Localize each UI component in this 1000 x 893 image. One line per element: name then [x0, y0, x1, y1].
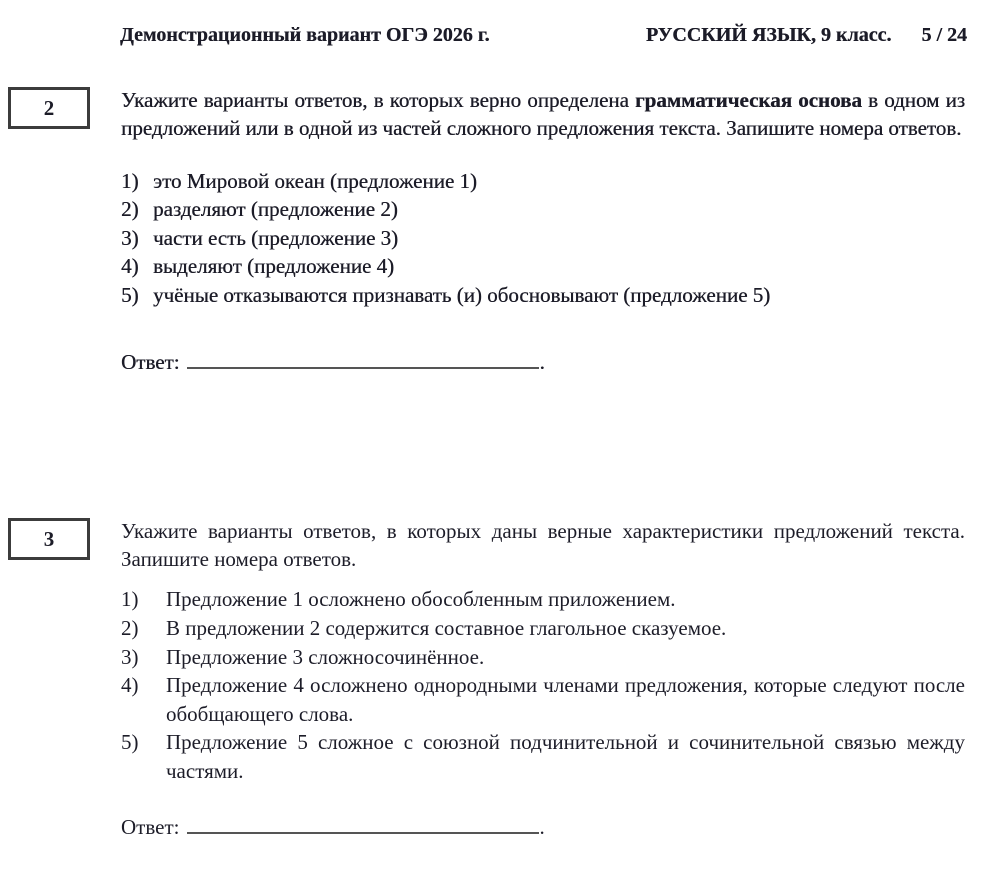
option-text: Предложение 1 осложнено обособленным приложением.: [166, 587, 676, 612]
option-text: выделяют (предложение 4): [153, 254, 395, 279]
option-item: [121, 671, 965, 728]
question-3-statement: [121, 518, 965, 574]
option-item: [121, 585, 965, 614]
option-text: учёные отказываются признавать (и) обосновывают (предложение 5): [153, 283, 771, 308]
option-text: это Мировой океан (предложение 1): [153, 168, 477, 193]
statement-text: в одном из предложений или в одной из частей сложного предложения текста. Запишите номера ответов.: [121, 88, 965, 140]
question-3-number-box: [8, 518, 90, 560]
option-item: [121, 195, 965, 224]
option-text: разделяют (предложение 2): [153, 197, 398, 222]
option-text: части есть (предложение 3): [153, 225, 399, 250]
question-2-options: [121, 167, 965, 310]
header-variant-title: Демонстрационный вариант ОГЭ 2026 г.: [120, 24, 490, 46]
option-item: [121, 252, 965, 281]
option-number: 3): [121, 644, 139, 669]
option-number: 3): [121, 225, 139, 250]
question-2-statement: [121, 87, 965, 143]
option-number: 5): [121, 283, 139, 308]
page-indicator: 5 / 24: [921, 24, 967, 46]
option-number: 2): [121, 615, 139, 640]
question-3-number: 3: [43, 526, 55, 551]
document-header: [120, 24, 967, 47]
answer-blank-line: [187, 811, 539, 834]
question-2-body: [121, 87, 965, 375]
option-number: 4): [121, 673, 139, 698]
option-item: [121, 614, 965, 643]
statement-text: Укажите варианты ответов, в которых верно определена: [121, 88, 636, 112]
statement-text: Укажите варианты ответов, в которых даны верные характеристики предложений текста. Запишите номера ответов.: [121, 518, 965, 571]
option-item: [121, 728, 965, 785]
question-2: [0, 87, 1000, 375]
option-number: 5): [121, 730, 139, 755]
option-number: 1): [121, 168, 139, 193]
option-number: 4): [121, 254, 139, 279]
option-item: [121, 167, 965, 196]
option-number: 2): [121, 197, 139, 222]
option-item: [121, 281, 965, 310]
answer-blank-line: [187, 346, 539, 369]
option-text: Предложение 4 осложнено однородными членами предложения, которые следуют после обобщающего слова.: [166, 673, 965, 726]
question-3-options: [121, 585, 965, 785]
option-text: Предложение 5 сложное с союзной подчинительной и сочинительной связью между частями.: [166, 730, 965, 783]
option-number: 1): [121, 587, 139, 612]
option-item: [121, 224, 965, 253]
question-2-number-box: [8, 87, 90, 129]
header-right-group: [646, 24, 967, 47]
question-3: [0, 518, 1000, 841]
answer-suffix: .: [539, 815, 545, 840]
answer-label: Ответ:: [121, 349, 180, 374]
question-3-body: [121, 518, 965, 841]
question-2-number: 2: [43, 96, 55, 120]
answer-label: Ответ:: [121, 815, 180, 840]
statement-bold-term: грамматическая основа: [635, 88, 862, 112]
header-subject: РУССКИЙ ЯЗЫК, 9 класс.: [645, 24, 892, 46]
option-item: [121, 643, 965, 672]
option-text: В предложении 2 содержится составное глагольное сказуемое.: [166, 615, 727, 640]
option-text: Предложение 3 сложносочинённое.: [166, 644, 485, 669]
question-2-answer-row: [121, 346, 965, 375]
question-3-answer-row: [121, 811, 965, 840]
answer-suffix: .: [539, 349, 545, 374]
